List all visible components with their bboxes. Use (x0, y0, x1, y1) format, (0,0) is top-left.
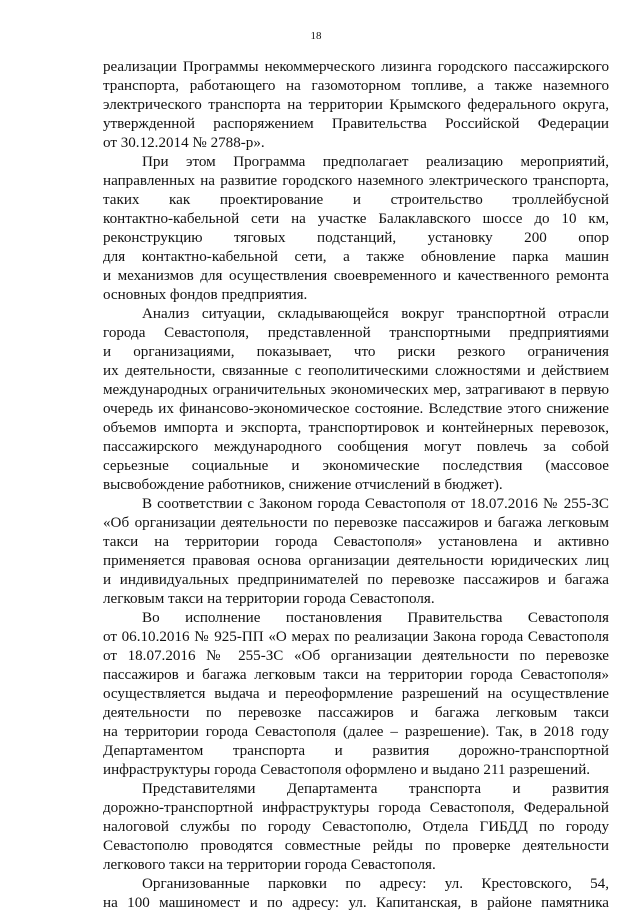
text-line: и механизмов для осуществления своевременного и качественного ремонта (103, 268, 609, 284)
paragraph (103, 58, 609, 153)
document-body (103, 58, 609, 913)
text-line: их деятельности, связанные с геополитическими сложностями и действием (103, 363, 609, 379)
text-line: международных ограничительных экономических мер, затрагивают в первую (103, 382, 609, 398)
text-line: объемов импорта и экспорта, транспортировок и контейнерных перевозок, (103, 420, 609, 436)
text-line: электрического транспорта на территории Крымского федерального округа, (103, 97, 609, 113)
page-number: 18 (310, 30, 322, 42)
text-line: налоговой службы по городу Севастополю, Отдела ГИБДД по городу (103, 819, 609, 835)
text-line: очередь их финансово-экономическое состояние. Вследствие этого снижение (103, 401, 609, 417)
text-line: легкового такси на территории города Севастополя. (103, 857, 436, 873)
text-line: Севастополю проводятся совместные рейды по проверке деятельности (103, 838, 609, 854)
text-line: утвержденной распоряжением Правительства Российской Федерации (103, 116, 609, 132)
text-line: на территории города Севастополя (далее – разрешение). Так, в 2018 году (103, 724, 609, 740)
text-line: дорожно-транспортной инфраструктуры города Севастополя, Федеральной (103, 800, 609, 816)
text-line: пассажиров и багажа легковым такси на территории города Севастополя» (103, 667, 609, 683)
text-line: направленных на развитие городского наземного электрического транспорта, (103, 173, 609, 189)
text-line: Во исполнение постановления Правительства Севастополя (142, 610, 609, 626)
text-line: деятельности по перевозке пассажиров и багажа легковым такси (103, 705, 609, 721)
text-line: В соответствии с Законом города Севастополя от 18.07.2016 № 255-ЗС (142, 496, 609, 512)
paragraph (103, 305, 609, 495)
text-line: Организованные парковки по адресу: ул. Крестовского, 54, (142, 876, 609, 892)
text-line: серьезные социальные и экономические последствия (массовое (103, 458, 609, 474)
text-line: высвобождение работников, снижение отчислений в бюджет). (103, 477, 503, 493)
text-line: При этом Программа предполагает реализацию мероприятий, (142, 154, 609, 170)
text-line: от 30.12.2014 № 2788-р». (103, 135, 265, 151)
paragraph (103, 780, 609, 875)
text-line: «Об организации деятельности по перевозке пассажиров и багажа легковым (103, 515, 609, 531)
text-line: пассажирского международного сообщения могут повлечь за собой (103, 439, 609, 455)
text-line: и организациями, показывает, что риски резкого ограничения (103, 344, 609, 360)
text-line: осуществляется выдача и переоформление разрешений на осуществление (103, 686, 609, 702)
text-line: основных фондов предприятия. (103, 287, 308, 303)
text-line: такси на территории города Севастополя» установлена и активно (103, 534, 609, 550)
text-line: от 06.10.2016 № 925-ПП «О мерах по реализации Закона города Севастополя (103, 629, 609, 645)
text-line: Департаментом транспорта и развития дорожно-транспортной (103, 743, 609, 759)
text-line: и индивидуальных предпринимателей по перевозке пассажиров и багажа (103, 572, 609, 588)
text-line: применяется правовая основа организации деятельности юридических лиц (103, 553, 609, 569)
text-line: инфраструктуры города Севастополя оформлено и выдано 211 разрешений. (103, 762, 591, 778)
paragraph (103, 153, 609, 305)
paragraph (103, 495, 609, 609)
text-line: Анализ ситуации, складывающейся вокруг транспортной отрасли (142, 306, 609, 322)
paragraph (103, 609, 609, 780)
text-line: Представителями Департамента транспорта и развития (142, 781, 609, 797)
text-line: транспорта, работающего на газомоторном топливе, а также наземного (103, 78, 609, 94)
paragraph (103, 875, 609, 913)
text-line: легковым такси на территории города Севастополя. (103, 591, 435, 607)
text-line: реконструкцию тяговых подстанций, установку 200 опор (103, 230, 609, 246)
text-line: от 18.07.2016 № 255-ЗС «Об организации деятельности по перевозке (103, 648, 609, 664)
text-line: контактно-кабельной сети на участке Балаклавского шоссе до 10 км, (103, 211, 609, 227)
text-line: таких как проектирование и строительство троллейбусной (103, 192, 609, 208)
text-line: на 100 машиномест и по адресу: ул. Капитанская, в районе памятника (103, 895, 609, 911)
text-line: для контактно-кабельной сети, а также обновление парка машин (103, 249, 609, 265)
text-line: города Севастополя, представленной транспортными предприятиями (103, 325, 609, 341)
text-line: реализации Программы некоммерческого лизинга городского пассажирского (103, 59, 609, 75)
